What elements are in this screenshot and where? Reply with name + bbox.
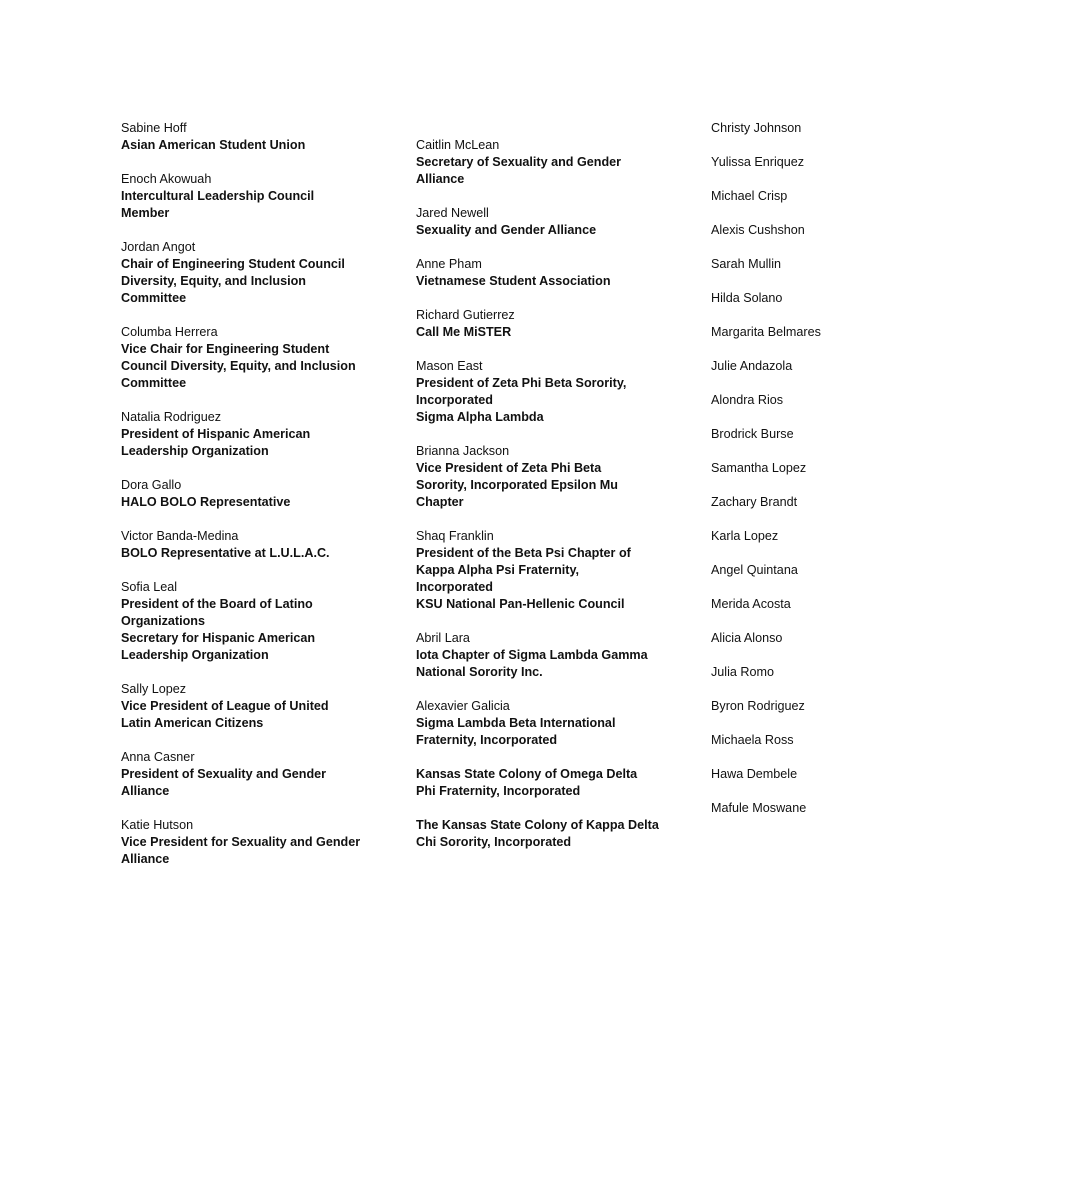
signatory-name: Shaq Franklin: [416, 529, 494, 543]
signatory-column-2: [416, 137, 671, 868]
signatory-affiliation-line: Sigma Lambda Beta International: [416, 716, 616, 730]
signatory-affiliation-line: President of Hispanic American: [121, 427, 311, 441]
signatory-name: Karla Lopez: [711, 529, 779, 543]
signatory-entry: [711, 222, 911, 239]
signatory-name: Alexavier Galicia: [416, 699, 510, 713]
signatory-affiliation-line: Diversity, Equity, and Inclusion: [121, 274, 306, 288]
signatory-entry: [121, 817, 371, 868]
signatory-entry: [711, 528, 911, 545]
signatory-name: Byron Rodriguez: [711, 699, 805, 713]
signatory-affiliation-line: National Sorority Inc.: [416, 665, 543, 679]
signatory-name: Mason East: [416, 359, 483, 373]
signatory-affiliation-line: Incorporated: [416, 580, 493, 594]
signatory-name: Richard Gutierrez: [416, 308, 515, 322]
signatory-name: Natalia Rodriguez: [121, 410, 222, 424]
signatory-entry: [121, 324, 371, 392]
signatory-affiliation-line: Chair of Engineering Student Council: [121, 257, 345, 271]
signatory-name: Hilda Solano: [711, 291, 783, 305]
signatory-entry: [711, 596, 911, 613]
signatory-entry: [711, 732, 911, 749]
signatory-entry: [711, 664, 911, 681]
signatory-name: Jordan Angot: [121, 240, 196, 254]
signatory-name: Mafule Moswane: [711, 801, 807, 815]
signatory-affiliation-line: Committee: [121, 376, 187, 390]
signatory-entry: [416, 630, 671, 681]
signatory-name: Caitlin McLean: [416, 138, 500, 152]
signatory-name: Christy Johnson: [711, 121, 802, 135]
signatory-entry: [121, 579, 371, 664]
signatory-name: Columba Herrera: [121, 325, 218, 339]
signatory-affiliation-line: Vice President of League of United: [121, 699, 329, 713]
signatory-affiliation-line: Sexuality and Gender Alliance: [416, 223, 597, 237]
signatory-name: Julie Andazola: [711, 359, 793, 373]
signatory-entry: [711, 460, 911, 477]
signatory-affiliation-line: Leadership Organization: [121, 648, 269, 662]
signatory-affiliation-line: Vietnamese Student Association: [416, 274, 611, 288]
signatory-entry: [416, 443, 671, 511]
signatory-affiliation-line: Committee: [121, 291, 187, 305]
signatory-name: Yulissa Enriquez: [711, 155, 805, 169]
signatory-affiliation-line: Member: [121, 206, 170, 220]
signatory-entry: [711, 392, 911, 409]
signatory-entry: [121, 528, 371, 562]
signatory-name: Sabine Hoff: [121, 121, 187, 135]
signatory-entry: [121, 749, 371, 800]
signatory-column-3: [711, 120, 911, 834]
signatory-entry: [711, 358, 911, 375]
signatory-affiliation-line: HALO BOLO Representative: [121, 495, 291, 509]
signatory-entry: [416, 698, 671, 749]
signatory-affiliation-line: Alliance: [121, 784, 170, 798]
signatory-name: Enoch Akowuah: [121, 172, 212, 186]
signatory-name: Alicia Alonso: [711, 631, 783, 645]
signatory-name: Angel Quintana: [711, 563, 798, 577]
signatory-name: Sofia Leal: [121, 580, 178, 594]
signatory-affiliation-line: Asian American Student Union: [121, 138, 306, 152]
signatory-entry: [416, 256, 671, 290]
signatory-affiliation-line: Vice President of Zeta Phi Beta: [416, 461, 602, 475]
signatory-name: Sally Lopez: [121, 682, 187, 696]
signatory-affiliation-line: Alliance: [416, 172, 465, 186]
signatory-name: Dora Gallo: [121, 478, 182, 492]
signatory-entry: [416, 205, 671, 239]
signatory-name: Victor Banda-Medina: [121, 529, 239, 543]
signatory-entry: [711, 426, 911, 443]
signatory-name: Jared Newell: [416, 206, 489, 220]
signatory-entry: [711, 800, 911, 817]
signatory-entry: [121, 409, 371, 460]
signatory-affiliation-line: Kansas State Colony of Omega Delta: [416, 767, 638, 781]
signatory-entry: [121, 120, 371, 154]
signatory-entry: [711, 188, 911, 205]
signatory-name: Anna Casner: [121, 750, 195, 764]
signatory-entry: [416, 817, 671, 851]
signatory-entry: [711, 256, 911, 273]
signatory-entry: [121, 239, 371, 307]
signatory-entry: [416, 528, 671, 613]
signatory-affiliation-line: Secretary of Sexuality and Gender: [416, 155, 622, 169]
signatory-name: Michaela Ross: [711, 733, 794, 747]
signatory-entry: [711, 630, 911, 647]
signatory-name: Alondra Rios: [711, 393, 784, 407]
signatory-entry: [416, 358, 671, 426]
signatory-entry: [711, 324, 911, 341]
signatory-name: Hawa Dembele: [711, 767, 798, 781]
signatory-entry: [416, 137, 671, 188]
signatory-affiliation-line: Kappa Alpha Psi Fraternity,: [416, 563, 580, 577]
signatory-affiliation-line: President of the Beta Psi Chapter of: [416, 546, 631, 560]
signatory-affiliation-line: President of Zeta Phi Beta Sorority,: [416, 376, 627, 390]
signatory-entry: [711, 154, 911, 171]
signatory-entry: [121, 477, 371, 511]
signatory-affiliation-line: Fraternity, Incorporated: [416, 733, 558, 747]
signatory-entry: [711, 290, 911, 307]
signatory-affiliation-line: Intercultural Leadership Council: [121, 189, 315, 203]
signatory-name: Katie Hutson: [121, 818, 194, 832]
signatory-affiliation-line: Phi Fraternity, Incorporated: [416, 784, 581, 798]
signatory-name: Margarita Belmares: [711, 325, 821, 339]
signatory-entry: [416, 766, 671, 800]
signatory-affiliation-line: Council Diversity, Equity, and Inclusion: [121, 359, 356, 373]
signatory-entry: [711, 120, 911, 137]
signatory-affiliation-line: BOLO Representative at L.U.L.A.C.: [121, 546, 330, 560]
signatory-affiliation-line: Vice President for Sexuality and Gender: [121, 835, 361, 849]
signatory-affiliation-line: Organizations: [121, 614, 205, 628]
signatory-affiliation-line: Sigma Alpha Lambda: [416, 410, 544, 424]
signatory-affiliation-line: KSU National Pan-Hellenic Council: [416, 597, 625, 611]
signatory-entry: [121, 681, 371, 732]
signatory-name: Zachary Brandt: [711, 495, 798, 509]
signatory-name: Samantha Lopez: [711, 461, 807, 475]
signatory-affiliation-line: Call Me MiSTER: [416, 325, 512, 339]
signatory-entry: [711, 562, 911, 579]
signatory-name: Anne Pham: [416, 257, 482, 271]
signatory-affiliation-line: Secretary for Hispanic American: [121, 631, 316, 645]
signatory-name: Brodrick Burse: [711, 427, 794, 441]
signatory-affiliation-line: President of the Board of Latino: [121, 597, 313, 611]
signatory-entry: [121, 171, 371, 222]
signatory-affiliation-line: President of Sexuality and Gender: [121, 767, 327, 781]
signatory-affiliation-line: Latin American Citizens: [121, 716, 264, 730]
signatory-name: Brianna Jackson: [416, 444, 510, 458]
signatory-entry: [711, 766, 911, 783]
signatory-affiliation-line: Vice Chair for Engineering Student: [121, 342, 330, 356]
signatory-affiliation-line: Iota Chapter of Sigma Lambda Gamma: [416, 648, 648, 662]
signatory-name: Michael Crisp: [711, 189, 788, 203]
signatory-affiliation-line: Chapter: [416, 495, 464, 509]
signatory-affiliation-line: Incorporated: [416, 393, 493, 407]
signatory-entry: [711, 698, 911, 715]
signatory-name: Sarah Mullin: [711, 257, 781, 271]
signatory-affiliation-line: Sorority, Incorporated Epsilon Mu: [416, 478, 618, 492]
signatory-affiliation-line: Chi Sorority, Incorporated: [416, 835, 572, 849]
signatory-column-1: [121, 120, 371, 885]
signatory-name: Alexis Cushshon: [711, 223, 805, 237]
signatory-entry: [416, 307, 671, 341]
signatory-name: Abril Lara: [416, 631, 470, 645]
signatory-name: Julia Romo: [711, 665, 774, 679]
signatory-affiliation-line: The Kansas State Colony of Kappa Delta: [416, 818, 659, 832]
signatory-affiliation-line: Alliance: [121, 852, 170, 866]
signatory-entry: [711, 494, 911, 511]
signatory-affiliation-line: Leadership Organization: [121, 444, 269, 458]
signatory-name: Merida Acosta: [711, 597, 791, 611]
